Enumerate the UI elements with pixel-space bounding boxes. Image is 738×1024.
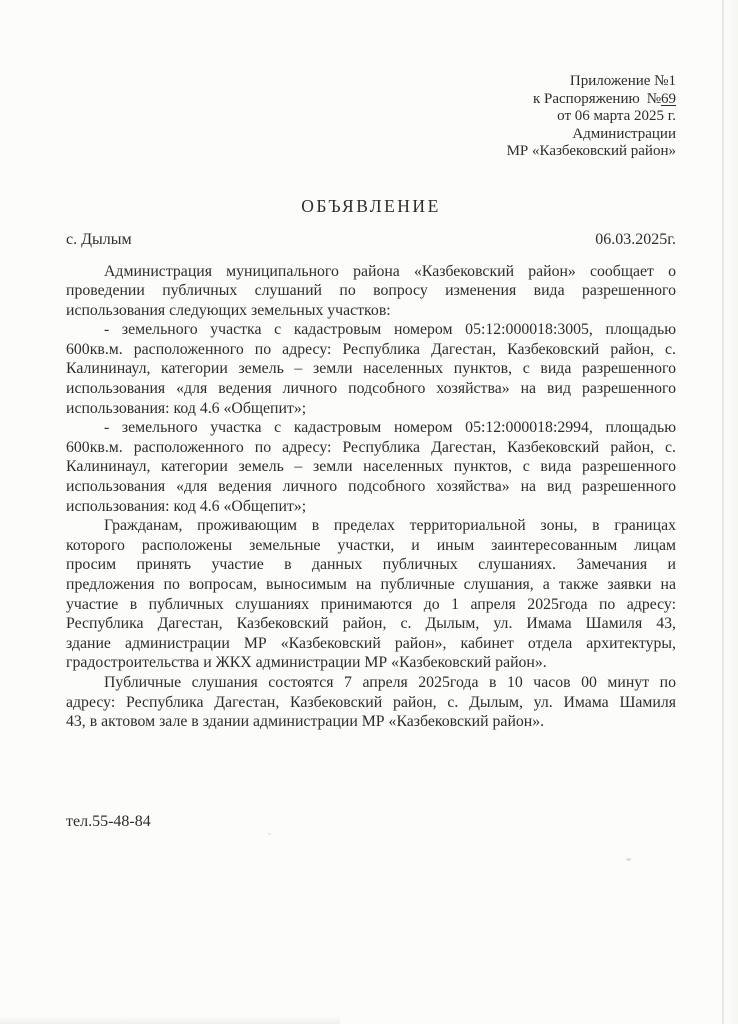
administration-line: Администрации	[572, 125, 676, 142]
order-number: 69	[661, 90, 676, 107]
text-line: - земельного участка с кадастровым номером 05:12:000018:3005, площадью	[104, 321, 676, 339]
text-line: 600кв.м. расположенного по адресу: Республика Дагестан, Казбековский район, с.	[66, 438, 676, 456]
appendix-header-block	[66, 73, 676, 161]
text-line: проведении публичных слушаний по вопросу изменения вида разрешенного	[66, 282, 676, 300]
text-line: использования «для ведения личного подсобного хозяйства» на вид разрешенного	[66, 478, 676, 496]
appendix-line: Приложение №1	[569, 73, 676, 89]
paragraph-parcel-3005	[66, 320, 676, 418]
paragraph-participation	[66, 516, 676, 673]
text-line: Администрация муниципального района «Казбековский район» сообщает о	[104, 262, 676, 280]
place-date-row	[66, 230, 676, 250]
paragraph-intro	[66, 262, 676, 321]
scan-speckle	[626, 858, 631, 861]
date-label: 06.03.2025г.	[595, 230, 676, 248]
text-line: просим принять участие в данных публичных слушаниях. Замечания и	[66, 556, 676, 574]
scan-edge-shade	[724, 0, 738, 1024]
paragraph-parcel-2994	[66, 418, 676, 516]
text-line: Публичные слушания состоятся 7 апреля 2025года в 10 часов 00 минут по	[104, 673, 676, 691]
text-line: Республика Дагестан, Казбековский район, с. Дылым, ул. Имама Шамиля 43,	[66, 615, 676, 633]
order-date-line: от 06 марта 2025 г.	[557, 108, 676, 124]
number-sign: №	[646, 90, 661, 107]
place-label: с. Дылым	[66, 230, 132, 248]
document-content	[66, 0, 676, 732]
municipality-line: МР «Казбековский район»	[506, 143, 676, 159]
order-line-prefix: к Распоряжению	[532, 90, 640, 107]
text-line: Калининаул, категории земель – земли населенных пунктов, с вида разрешенного	[66, 458, 676, 476]
order-number-line	[66, 91, 676, 109]
text-line: предложения по вопросам, выносимым на публичные слушания, а также заявки на	[66, 576, 676, 593]
text-line: использования: код 4.6 «Общепит»;	[66, 399, 307, 417]
text-line: Гражданам, проживающим в пределах территориальной зоны, в границах	[104, 517, 676, 535]
text-line: здание администрации МР «Казбековский район», кабинет отдела архитектуры,	[66, 634, 676, 652]
document-body	[66, 262, 676, 732]
phone-number: тел.55-48-84	[66, 813, 151, 830]
text-line: градостроительства и ЖКХ администрации МР «Казбековский район».	[66, 654, 547, 672]
text-line: 600кв.м. расположенного по адресу: Республика Дагестан, Казбековский район, с.	[66, 340, 676, 358]
text-line: которого расположены земельные участки, и иным заинтересованным лицам	[66, 536, 676, 554]
scan-bottom-shade	[0, 1016, 340, 1024]
text-line: использования: код 4.6 «Общепит»;	[66, 497, 307, 515]
paragraph-hearing-date	[66, 673, 676, 732]
text-line: 43, в актовом зале в здании администрации МР «Казбековский район».	[66, 713, 545, 731]
text-line: использования «для ведения личного подсобного хозяйства» на вид разрешенного	[66, 380, 676, 398]
text-line: использования следующих земельных участков:	[66, 301, 391, 319]
text-line: адресу: Республика Дагестан, Казбековский район, с. Дылым, ул. Имама Шамиля	[66, 693, 676, 711]
text-line: - земельного участка с кадастровым номером 05:12:000018:2994, площадью	[104, 419, 676, 437]
document-title: ОБЪЯВЛЕНИЕ	[301, 195, 441, 216]
text-line: участие в публичных слушаниях принимаются до 1 апреля 2025года по адресу:	[66, 595, 676, 613]
text-line: Калининаул, категории земель – земли населенных пунктов, с вида разрешенного	[66, 360, 676, 378]
scan-speckle	[268, 833, 271, 835]
